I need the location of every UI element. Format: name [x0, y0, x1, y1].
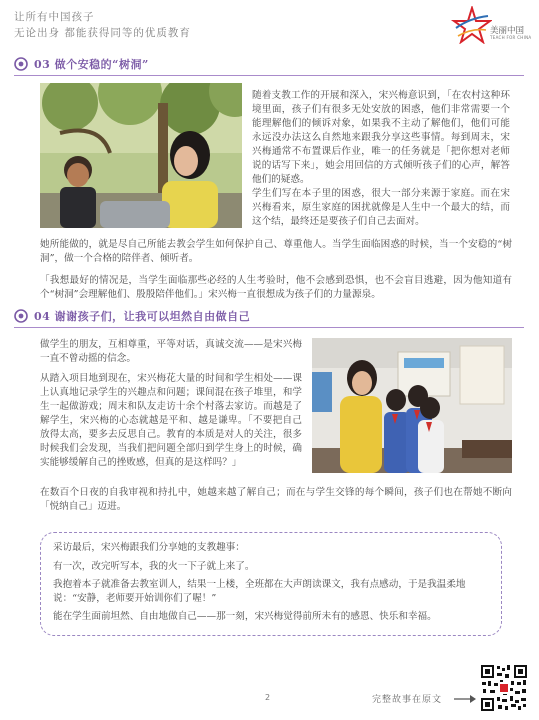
closing-anecdote-box: [40, 532, 502, 636]
closing-line-2: 有一次，改完听写本，我的火一下子就上来了。: [53, 560, 255, 572]
teach-for-china-logo-icon: [450, 6, 492, 44]
closing-line-3: 我抱着本子就准备去教室训人，结果一上楼，全班都在大声朗读课文，我有点感动，于是我温柔地说：“安静，老师要开始训你们了喔！”: [53, 579, 466, 604]
section-04-heading: [14, 308, 250, 324]
section-03-divider: [14, 75, 524, 76]
section-04-paragraph-3: 在数百个日夜的自我审视和持扎中，她越来越了解自己；而在与学生交锋的每个瞬间，孩子们也在帮她不断向「悦纳自己」迈进。: [40, 487, 512, 512]
section-03-paragraph-2: 学生们写在本子里的困惑，很大一部分来源于家庭。而在宋兴梅看来，原生家庭的困扰就像是人生中一个最大的结，而这个结，最终还是要孩子们自己去面对。: [252, 188, 510, 227]
section-marker-icon: [14, 57, 28, 71]
section-03-title: 03 做个安稳的“树洞”: [34, 58, 149, 71]
teacher-boy-photo: [40, 83, 242, 228]
closing-line-1: 采访最后，宋兴梅跟我们分享她的支教趣事：: [53, 542, 245, 553]
section-04-paragraph-1: 做学生的朋友，互相尊重，平等对话，真诚交流——是宋兴梅一直不曾动摇的信念。: [40, 339, 302, 364]
header-slogan-line1: 让所有中国孩子: [14, 11, 95, 23]
section-03-paragraph-3: 她所能做的，就是尽自己所能去教会学生如何保护自己、尊重他人。当学生面临困惑的时候，当一个安稳的“树洞”，做一个合格的陪伴者、倾听者。: [40, 239, 512, 264]
section-04-divider: [14, 327, 524, 328]
section-03-quote: 「我想最好的情况是，当学生面临那些必经的人生考验时，他不会感到恐惧，也不会盲目逃避，因为他知道有个“树洞”会理解他们、殷殷陪伴他们。」宋兴梅一直很想成为孩子们的力量源泉。: [40, 275, 512, 300]
qr-code-icon[interactable]: [480, 664, 528, 712]
qr-code-label: 完整故事在原文: [372, 695, 443, 705]
teacher-boy-photo-image: [40, 83, 242, 228]
logo-english-text: TEACH FOR CHINA: [490, 35, 532, 40]
section-03-paragraph-1: 随着支教工作的开展和深入，宋兴梅意识到，「在农村这种环境里面，孩子们有很多无处安放的困惑，他们非常需要一个能理解他们的倾诉对象，如果我不主动了解他们，他们可能永远没办法这么自然地来跟我分享这些事情。每到周末，宋兴梅通常不布置课后作业，唯一的任务就是「把你想对老师说的话写下来」，她会用回信的方式倾听孩子们的心声，解答他们的疑惑。: [252, 90, 510, 185]
teacher-students-photo: [312, 338, 512, 473]
section-04-paragraph-2: 从踏入项目地到现在，宋兴梅花大量的时间和学生相处——课上认真地记录学生的兴趣点和问题；课间混在孩子堆里，和学生一起做游戏；周末和队友走访十余个村落去家访。而越是了解学生，宋兴梅的心态就越是平和、越是谦卑。「不要把自己放得太高，要多去反思自己。教育的本质是对人的关注，很多时候我们会发现，当我们把问题全部归到学生身上的时候，确实能够缓解自己的挫败感，但真的是这样吗？」: [40, 373, 302, 468]
page-number: 2: [265, 693, 271, 702]
arrow-right-icon: [454, 694, 476, 704]
logo-chinese-text: 美丽中国: [490, 26, 525, 36]
section-marker-icon: [14, 309, 28, 323]
section-03-heading: [14, 56, 149, 72]
header-slogan-line2: 无论出身 都能获得同等的优质教育: [14, 27, 191, 39]
teacher-students-photo-image: [312, 338, 512, 473]
closing-line-4: 能在学生面前坦然、自由地做自己——那一刻，宋兴梅觉得前所未有的感恩、快乐和幸福。: [53, 611, 437, 622]
section-04-title: 04 谢谢孩子们，让我可以坦然自由做自己: [34, 310, 251, 323]
